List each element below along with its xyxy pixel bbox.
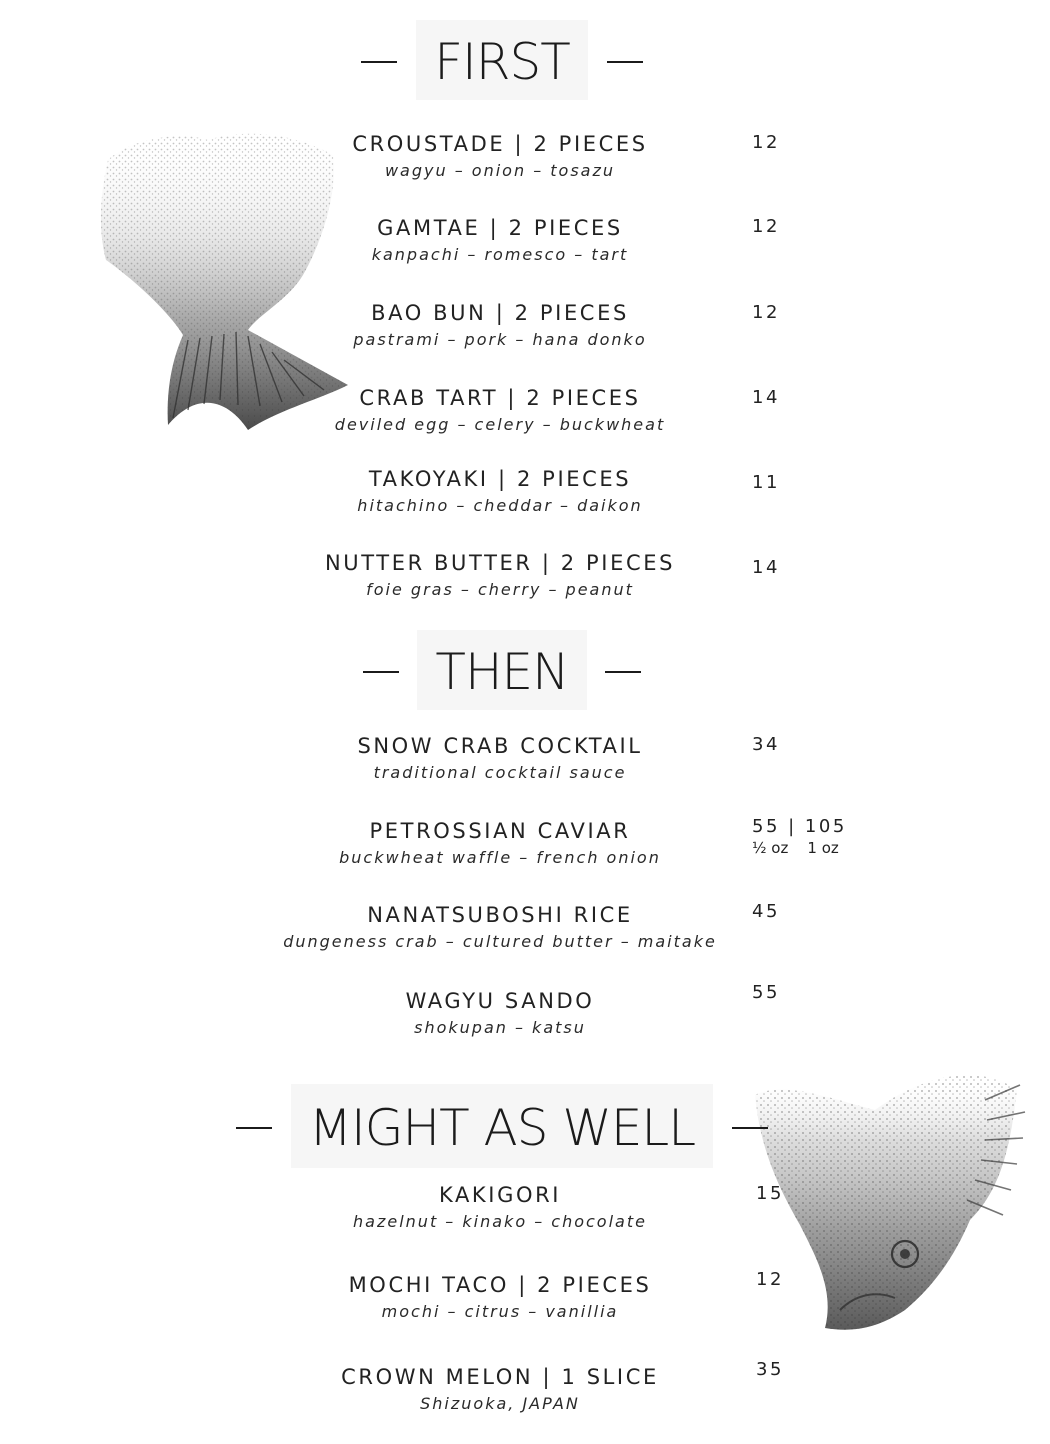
menu-item	[200, 131, 800, 182]
item-name: GAMTAE | 2 PIECES	[377, 216, 623, 240]
section-title-text: MIGHT AS WELL	[308, 1099, 696, 1157]
item-price: 12	[752, 302, 780, 323]
item-price: 11	[752, 472, 780, 493]
item-name: WAGYU SANDO	[405, 989, 595, 1013]
item-price: 35	[756, 1359, 784, 1380]
item-price: 12	[752, 216, 780, 237]
menu-item	[200, 385, 800, 436]
menu-item	[200, 902, 800, 953]
item-description: shokupan – katsu	[414, 1018, 586, 1037]
item-name: NANATSUBOSHI RICE	[367, 903, 633, 927]
menu-item	[200, 215, 800, 266]
title-dash-right	[732, 1127, 768, 1129]
item-description: traditional cocktail sauce	[373, 763, 627, 782]
item-price: 12	[752, 132, 780, 153]
item-description: Shizuoka, JAPAN	[420, 1394, 580, 1413]
title-dash-right	[605, 671, 641, 673]
item-description: hitachino – cheddar – daikon	[357, 496, 643, 515]
menu-item	[200, 466, 800, 517]
item-price	[752, 816, 847, 857]
item-description: hazelnut – kinako – chocolate	[353, 1212, 647, 1231]
section-title-first	[0, 20, 1004, 100]
menu-item	[200, 1182, 800, 1233]
menu-item	[200, 1272, 800, 1323]
item-price: 12	[756, 1269, 784, 1290]
title-dash-right	[607, 61, 643, 63]
item-description: mochi – citrus – vanillia	[381, 1302, 619, 1321]
item-description: foie gras – cherry – peanut	[366, 580, 634, 599]
item-description: pastrami – pork – hana donko	[353, 330, 647, 349]
item-name: NUTTER BUTTER | 2 PIECES	[324, 551, 676, 575]
item-price: 45	[752, 901, 780, 922]
item-name: KAKIGORI	[438, 1183, 562, 1207]
item-price: 15	[756, 1183, 784, 1204]
item-price: 14	[752, 557, 780, 578]
item-price-main: 55 | 105	[752, 816, 847, 837]
item-name: MOCHI TACO | 2 PIECES	[348, 1273, 652, 1297]
menu-item	[200, 300, 800, 351]
item-name: BAO BUN | 2 PIECES	[371, 301, 629, 325]
item-name: CROUSTADE | 2 PIECES	[352, 132, 648, 156]
menu-item	[200, 733, 800, 784]
item-name: PETROSSIAN CAVIAR	[369, 819, 631, 843]
item-price: 14	[752, 387, 780, 408]
item-price-portions: ½ oz 1 oz	[752, 839, 839, 857]
item-name: CRAB TART | 2 PIECES	[359, 386, 641, 410]
title-dash-left	[361, 61, 397, 63]
title-dash-left	[236, 1127, 272, 1129]
menu-item	[200, 1364, 800, 1415]
item-description: kanpachi – romesco – tart	[371, 245, 629, 264]
item-description: wagyu – onion – tosazu	[384, 161, 616, 180]
item-name: CROWN MELON | 1 SLICE	[341, 1365, 659, 1389]
section-title-might-as-well	[0, 1084, 1004, 1168]
item-description: buckwheat waffle – french onion	[339, 848, 661, 867]
item-price: 55	[752, 982, 780, 1003]
item-price: 34	[752, 734, 780, 755]
menu-item	[200, 550, 800, 601]
menu-item	[200, 818, 800, 869]
item-description: dungeness crab – cultured butter – maitake	[283, 932, 717, 951]
section-title-then	[0, 630, 1004, 710]
section-title-text: THEN	[435, 643, 569, 701]
section-title-text: FIRST	[434, 33, 570, 91]
item-name: SNOW CRAB COCKTAIL	[357, 734, 643, 758]
title-dash-left	[363, 671, 399, 673]
menu-item	[200, 988, 800, 1039]
item-description: deviled egg – celery – buckwheat	[334, 415, 666, 434]
item-name: TAKOYAKI | 2 PIECES	[368, 467, 632, 491]
